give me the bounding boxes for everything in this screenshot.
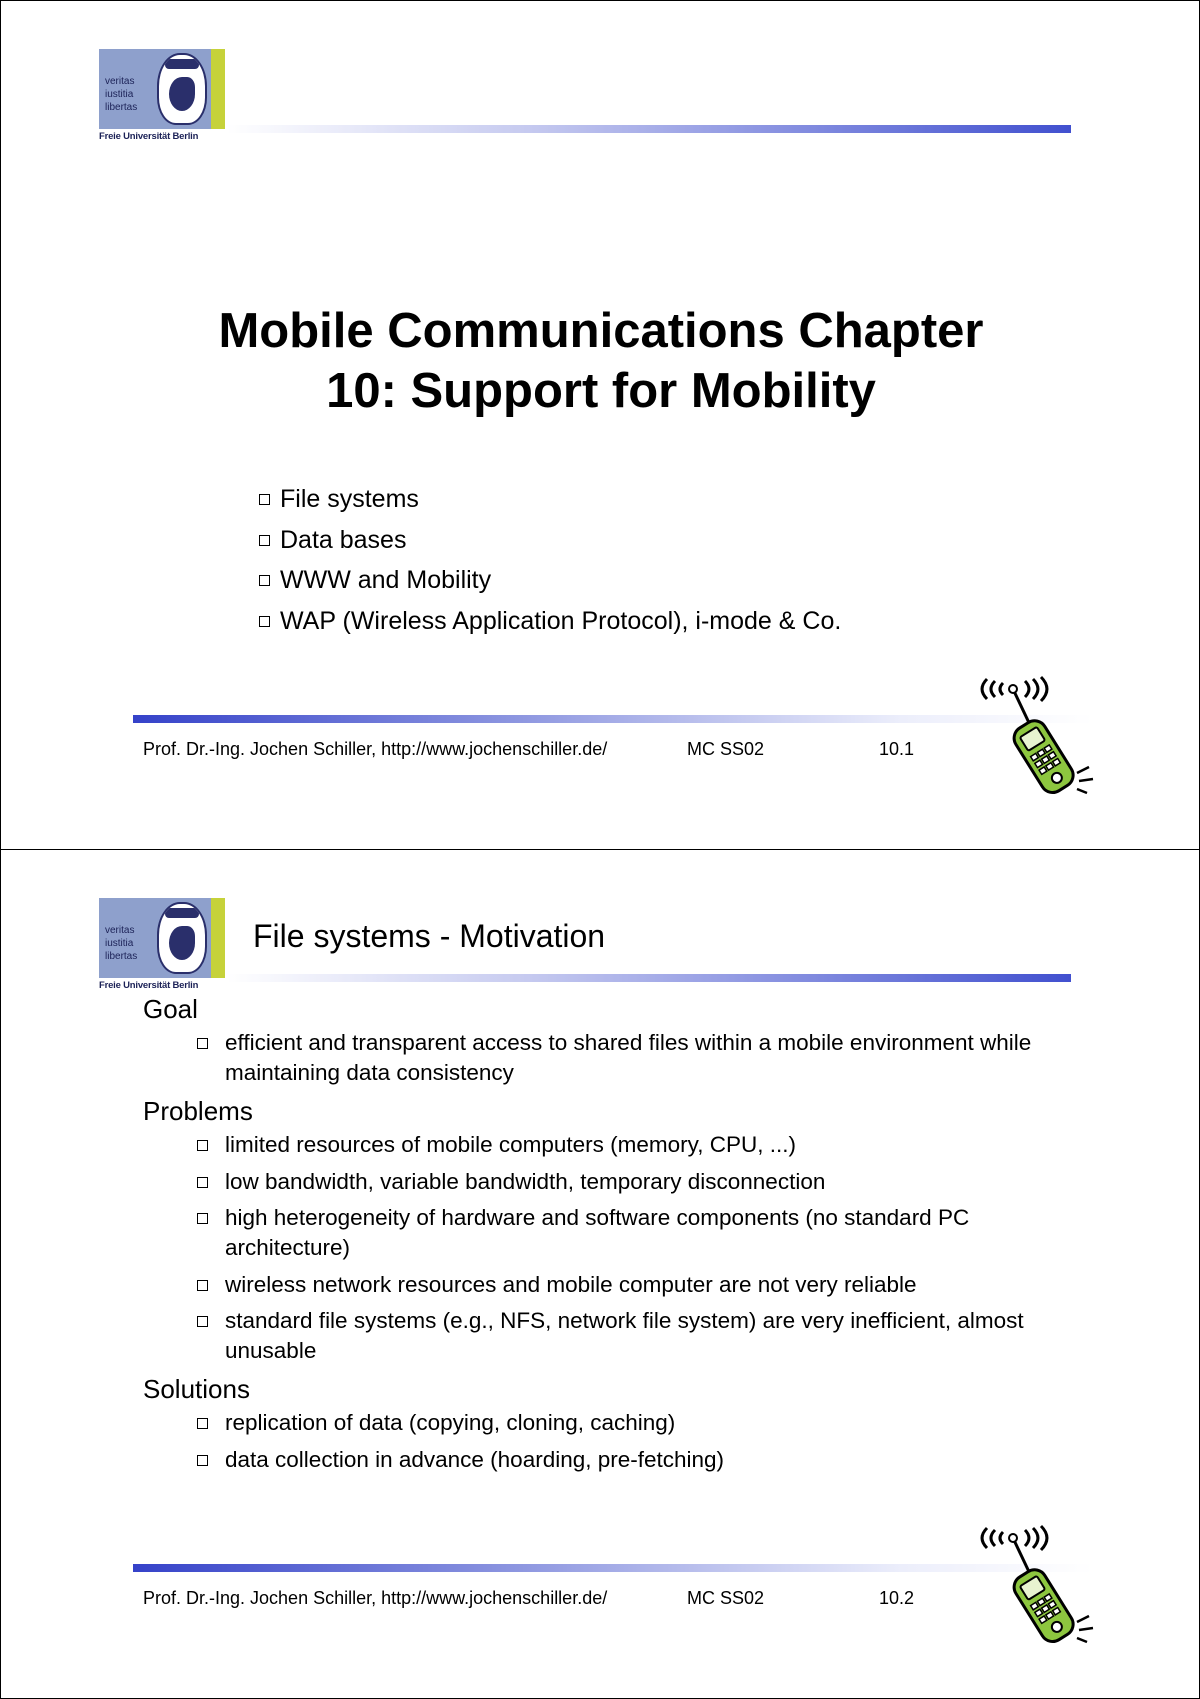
- footer-gradient-rule: [133, 1564, 1093, 1572]
- checkbox-bullet-icon: [259, 494, 270, 505]
- list-item: WWW and Mobility: [259, 560, 841, 601]
- footer-course: MC SS02: [687, 1588, 765, 1608]
- title-line-2: 10: Support for Mobility: [326, 364, 876, 418]
- checkbox-bullet-icon: [259, 535, 270, 546]
- list-item: low bandwidth, variable bandwidth, temporary disconnection: [143, 1167, 1083, 1197]
- list-item: Data bases: [259, 520, 841, 561]
- checkbox-bullet-icon: [197, 1140, 208, 1151]
- checkbox-bullet-icon: [197, 1455, 208, 1466]
- university-logo-icon: [99, 49, 227, 143]
- list-item: replication of data (copying, cloning, caching): [143, 1408, 1083, 1438]
- footer-author: Prof. Dr.-Ing. Jochen Schiller, http://www.jochenschiller.de/: [143, 1588, 608, 1608]
- title-line-1: Mobile Communications Chapter: [218, 304, 984, 358]
- logo-crest-icon: [157, 53, 207, 125]
- list-item: wireless network resources and mobile computer are not very reliable: [143, 1270, 1083, 1300]
- checkbox-bullet-icon: [259, 616, 270, 627]
- footer-gradient-rule: [133, 715, 1093, 723]
- logo-university-name: Freie Universität Berlin: [99, 131, 199, 142]
- list-item: limited resources of mobile computers (memory, CPU, ...): [143, 1130, 1083, 1160]
- section-list: [143, 1408, 1083, 1475]
- footer-page-number: 10.1: [879, 739, 915, 759]
- section-heading: Goal: [143, 994, 198, 1024]
- list-item: standard file systems (e.g., NFS, network file system) are very inefficient, almost unusable: [143, 1306, 1083, 1366]
- section-list: [143, 1130, 1083, 1366]
- checkbox-bullet-icon: [197, 1418, 208, 1429]
- section-heading: Solutions: [143, 1374, 250, 1404]
- logo-motto: veritas iustitia libertas: [105, 76, 138, 113]
- list-item: File systems: [259, 479, 841, 520]
- section-heading: Problems: [143, 1096, 253, 1126]
- footer-page-number: 10.2: [879, 1588, 915, 1608]
- list-item: efficient and transparent access to shared files within a mobile environment while maintaining data consistency: [143, 1028, 1083, 1088]
- mobile-phone-icon: [965, 1518, 1097, 1648]
- university-logo-icon: [99, 898, 227, 992]
- list-item: high heterogeneity of hardware and software components (no standard PC architecture): [143, 1203, 1083, 1263]
- slide-content: [143, 994, 1083, 1481]
- checkbox-bullet-icon: [197, 1213, 208, 1224]
- slide-title: File systems - Motivation: [253, 918, 606, 954]
- list-item: WAP (Wireless Application Protocol), i-mode & Co.: [259, 601, 841, 642]
- checkbox-bullet-icon: [197, 1177, 208, 1188]
- checkbox-bullet-icon: [197, 1316, 208, 1327]
- checkbox-bullet-icon: [197, 1038, 208, 1049]
- logo-green-bar: [211, 898, 225, 978]
- section-list: [143, 1028, 1083, 1088]
- mobile-phone-icon: [965, 669, 1097, 799]
- header-gradient-rule: [227, 974, 1071, 982]
- list-item: data collection in advance (hoarding, pre-fetching): [143, 1445, 1083, 1475]
- topic-list: [259, 479, 841, 641]
- header-gradient-rule: [227, 125, 1071, 133]
- logo-university-name: Freie Universität Berlin: [99, 980, 199, 991]
- checkbox-bullet-icon: [259, 575, 270, 586]
- footer-course: MC SS02: [687, 739, 765, 759]
- logo-crest-icon: [157, 902, 207, 974]
- checkbox-bullet-icon: [197, 1280, 208, 1291]
- footer-author: Prof. Dr.-Ing. Jochen Schiller, http://www.jochenschiller.de/: [143, 739, 608, 759]
- page-title: [151, 301, 1051, 421]
- logo-green-bar: [211, 49, 225, 129]
- slide-2: [0, 849, 1200, 1699]
- logo-motto: veritas iustitia libertas: [105, 925, 138, 962]
